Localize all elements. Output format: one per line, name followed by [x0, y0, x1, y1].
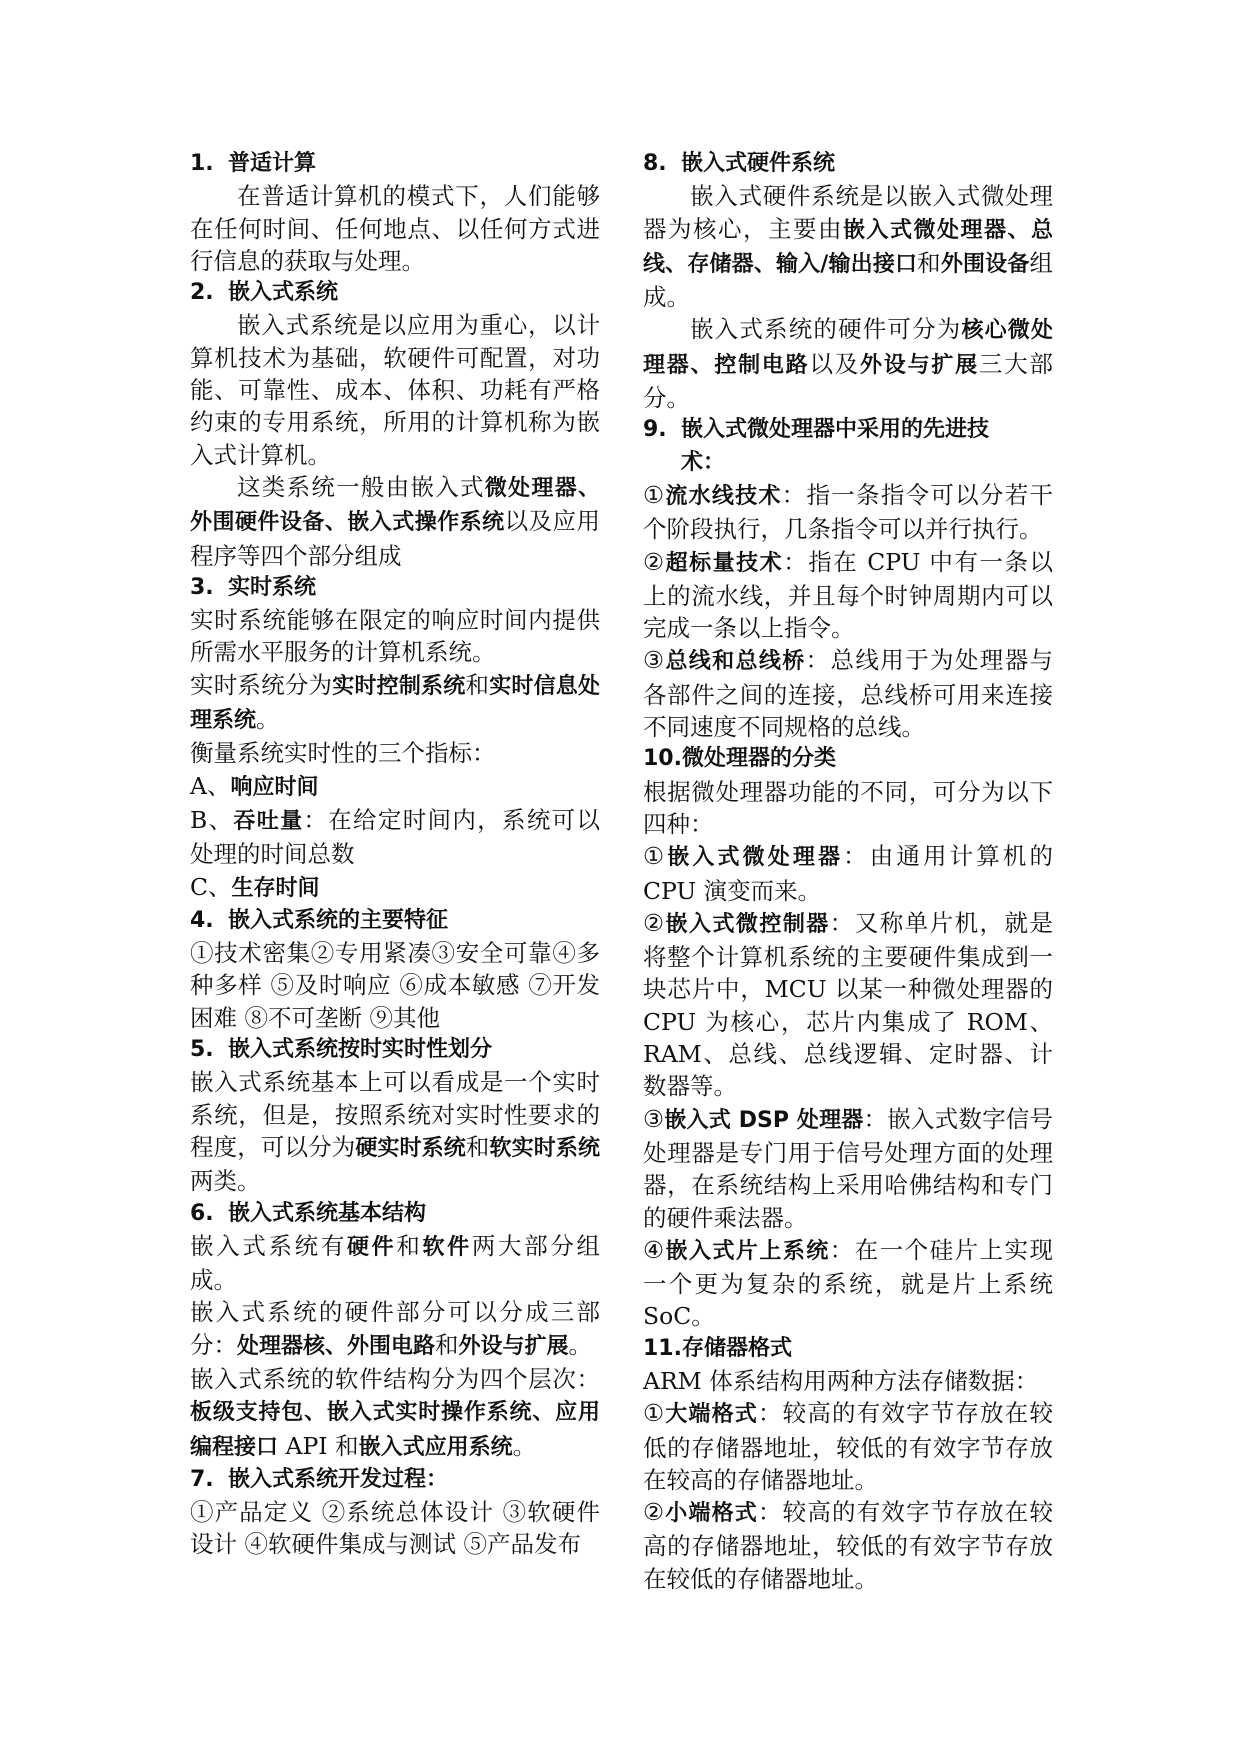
storage-format-2 [643, 1496, 1053, 1595]
list-marker: B、 [190, 805, 234, 834]
list-marker: ④ [643, 1235, 666, 1264]
text-run: 实时系统分为 [190, 670, 333, 699]
bold-term: 外设与扩展 [860, 352, 979, 378]
bold-term: 外设与扩展 [458, 1333, 569, 1359]
section-number: 10. [643, 746, 682, 772]
bold-term: 生存时间 [231, 875, 320, 901]
text-run: 两类。 [190, 1167, 261, 1196]
section-11-paragraph: ARM 体系结构用两种方法存储数据： [643, 1366, 1039, 1395]
section-7-paragraph: ①产品定义 ②系统总体设计 ③软硬件设计 ④软硬件集成与测试 ⑤产品发布 [190, 1498, 600, 1559]
list-marker: ② [643, 547, 666, 576]
section-number: 2. [190, 280, 214, 306]
bold-term: 嵌入式片上系统 [665, 1238, 830, 1264]
section-11-heading [643, 1333, 1053, 1365]
text-run: 和 [465, 670, 490, 699]
section-4-paragraph: ①技术密集②专用紧凑③安全可靠④多种多样 ⑤及时响应 ⑥成本敏感 ⑦开发困难 ⑧不可垄断 ⑨其他 [190, 939, 600, 1032]
bold-term: 硬实时系统 [355, 1135, 466, 1161]
section-1-heading [190, 148, 600, 180]
bold-term: 外围设备 [940, 251, 1030, 277]
section-3-heading [190, 572, 600, 604]
section-8-paragraph-2 [643, 313, 1053, 414]
section-5-paragraph [190, 1066, 600, 1197]
bold-term: 嵌入式微处理器、总线、存储器、输入/输出接口 [643, 217, 1053, 277]
bold-term: 大端格式 [665, 1402, 758, 1428]
text-run: 和 [917, 248, 941, 277]
bold-term: 实时信息处理系统 [190, 673, 601, 734]
list-marker: ① [643, 842, 668, 871]
text-run: ：较高的有效字节存放在较高的存储器地址，较低的有效字节存放在较低的存储器地址。 [643, 1498, 1053, 1593]
text-run: 和 [396, 1231, 423, 1260]
right-column [643, 148, 1053, 1595]
section-title: 嵌入式系统基本结构 [228, 1200, 427, 1226]
list-marker: ③ [643, 646, 666, 675]
section-title: 普适计算 [228, 151, 317, 176]
text-run: 以及 [809, 349, 861, 378]
bold-term: 微处理器、外围硬件设备、嵌入式操作系统 [190, 475, 600, 536]
text-run: 和 [465, 1132, 490, 1161]
section-title: 嵌入式微处理器中采用的先进技 [681, 417, 990, 443]
section-title-continued: 术： [681, 449, 726, 475]
section-title: 嵌入式系统开发过程： [228, 1466, 449, 1492]
section-number: 9. [643, 417, 667, 443]
section-2-paragraph-1: 嵌入式系统是以应用为重心，以计算机技术为基础，软硬件可配置，对功能、可靠性、成本、体积、功耗有严格约束的专用系统，所用的计算机称为嵌入式计算机。 [190, 311, 600, 469]
text-run: 。 [568, 1330, 593, 1359]
section-number: 4. [190, 907, 214, 933]
bold-term: 嵌入式微控制器 [665, 911, 830, 937]
section-5-heading [190, 1034, 600, 1066]
text-run: 以及应用程序等四个部分组成 [190, 507, 600, 570]
processor-type-1 [643, 840, 1053, 907]
text-run: ：总线用于为处理器与各部件之间的连接，总线桥可用来连接不同速度不同规格的总线。 [643, 646, 1053, 742]
bold-term: 软件 [422, 1234, 472, 1260]
text-run: ：指一条指令可以分若干个阶段执行，几条指令可以并行执行。 [643, 480, 1053, 544]
text-run: 两大部分组成。 [190, 1231, 601, 1295]
list-marker: ③ [643, 1104, 665, 1133]
bold-term: 板级支持包、嵌入式实时操作系统、应用编程接口 [190, 1400, 600, 1460]
bold-term: 流水线技术 [665, 483, 782, 509]
section-number: 8. [643, 151, 667, 176]
section-number: 11. [643, 1335, 682, 1361]
bold-term: 硬件 [347, 1234, 397, 1260]
text-run: 嵌入式系统的软件结构分为四个层次： [190, 1364, 600, 1393]
section-3-paragraph-1: 实时系统能够在限定的响应时间内提供所需水平服务的计算机系统。 [190, 606, 600, 667]
text-run: 嵌入式系统基本上可以看成是一个实时系统，但是，按照系统对实时性要求的程度，可以分为 [190, 1068, 600, 1161]
bold-term: 响应时间 [230, 774, 319, 800]
text-run: ：嵌入式数字信号处理器是专门用于信号处理方面的处理器，在系统结构上采用哈佛结构和专门的硬件乘法器。 [643, 1104, 1053, 1232]
section-2-paragraph-2 [190, 471, 600, 572]
text-run: ：在给定时间内，系统可以处理的时间总数 [190, 805, 600, 869]
list-marker: ② [643, 908, 666, 937]
section-title: 嵌入式硬件系统 [681, 151, 836, 176]
text-run: ：又称单片机，就是将整个计算机系统的主要硬件集成到一块芯片中，MCU 以某一种微处理器的 CPU 为核心，芯片内集成了 ROM、RAM、总线、总线逻辑、定时器、计数器等。 [643, 908, 1053, 1101]
processor-type-4 [643, 1234, 1053, 1333]
section-title: 嵌入式系统的主要特征 [228, 907, 449, 933]
section-8-heading [643, 148, 1053, 180]
technique-1 [643, 479, 1053, 546]
text-run: 。 [512, 1431, 537, 1460]
section-1-paragraph: 在普适计算机的模式下，人们能够在任何时间、任何地点、以任何方式进行信息的获取与处理。 [190, 182, 600, 275]
section-10-paragraph: 根据微处理器功能的不同，可分为以下四种： [643, 777, 1053, 838]
section-title: 微处理器的分类 [681, 746, 836, 772]
bold-term: 实时控制系统 [332, 673, 466, 699]
section-3-paragraph-2 [190, 669, 600, 738]
metric-c [190, 871, 600, 905]
technique-3 [643, 644, 1053, 743]
section-3-paragraph-3: 衡量系统实时性的三个指标： [190, 739, 496, 768]
text-run: 嵌入式硬件系统是以嵌入式微处理器为核心，主要由 [643, 182, 1053, 243]
text-run: 嵌入式系统有 [190, 1231, 347, 1260]
text-run: ：在一个硅片上实现一个更为复杂的系统，就是片上系统 SoC。 [643, 1235, 1053, 1331]
section-4-heading [190, 905, 600, 937]
list-marker: ① [643, 1399, 666, 1428]
bold-term: 处理器核、外围电路 [237, 1333, 436, 1359]
text-run: 和 [435, 1330, 459, 1359]
section-7-heading [190, 1464, 600, 1496]
metric-a [190, 770, 600, 804]
list-marker: C、 [190, 872, 232, 901]
bold-term: 嵌入式微处理器 [667, 845, 844, 871]
text-run: 。 [256, 705, 280, 734]
section-number: 5. [190, 1037, 214, 1063]
bold-term: 软实时系统 [489, 1135, 600, 1161]
text-run: 这类系统一般由嵌入式 [237, 472, 485, 501]
section-6-paragraph-1 [190, 1230, 600, 1297]
text-run: 和 [335, 1431, 359, 1460]
section-number: 7. [190, 1466, 214, 1492]
list-marker: ① [643, 480, 666, 509]
section-number: 1. [190, 151, 214, 176]
text-run: 嵌入式系统的硬件可分为 [690, 315, 962, 344]
processor-type-2 [643, 907, 1053, 1103]
text-run: API [285, 1431, 328, 1460]
left-column [190, 148, 600, 1561]
section-10-heading [643, 743, 1053, 775]
list-marker: ② [643, 1498, 666, 1527]
technique-2 [643, 546, 1053, 645]
section-number: 3. [190, 574, 214, 600]
bold-term: 核心微处理器、控制电路 [643, 318, 1053, 378]
text-run: 三大部分。 [643, 349, 1053, 413]
bold-term: 总线和总线桥 [665, 649, 806, 675]
bold-term: 小端格式 [665, 1501, 758, 1527]
text-run: 嵌入式系统的硬件部分可以分成三部分： [190, 1298, 600, 1359]
section-2-heading [190, 277, 600, 309]
section-title: 实时系统 [228, 574, 317, 600]
section-8-paragraph-1 [643, 180, 1053, 313]
section-6-paragraph-2 [190, 1296, 600, 1363]
text-run: ：由通用计算机的 CPU 演变而来。 [643, 842, 1053, 905]
text-run: ：较高的有效字节存放在较低的存储器地址，较低的有效字节存放在较高的存储器地址。 [643, 1399, 1053, 1494]
section-9-heading [643, 414, 1053, 479]
section-title: 嵌入式系统按时实时性划分 [228, 1037, 493, 1063]
bold-term: 吞吐量 [233, 808, 304, 834]
section-title: 嵌入式系统 [228, 280, 339, 306]
section-6-heading [190, 1198, 600, 1230]
processor-type-3 [643, 1103, 1053, 1234]
list-marker: A、 [190, 771, 231, 800]
section-6-paragraph-3 [190, 1363, 600, 1464]
bold-term: 超标量技术 [665, 550, 784, 576]
metric-b [190, 804, 600, 871]
bold-term: 嵌入式应用系统 [358, 1434, 513, 1460]
text-run: 组成。 [643, 248, 1053, 312]
section-number: 6. [190, 1200, 214, 1226]
storage-format-1 [643, 1397, 1053, 1496]
section-title: 存储器格式 [681, 1335, 792, 1361]
bold-term: 嵌入式 DSP 处理器 [664, 1107, 864, 1133]
text-run: ：指在 CPU 中有一条以上的流水线，并且每个时钟周期内可以完成一条以上指令。 [643, 547, 1053, 643]
